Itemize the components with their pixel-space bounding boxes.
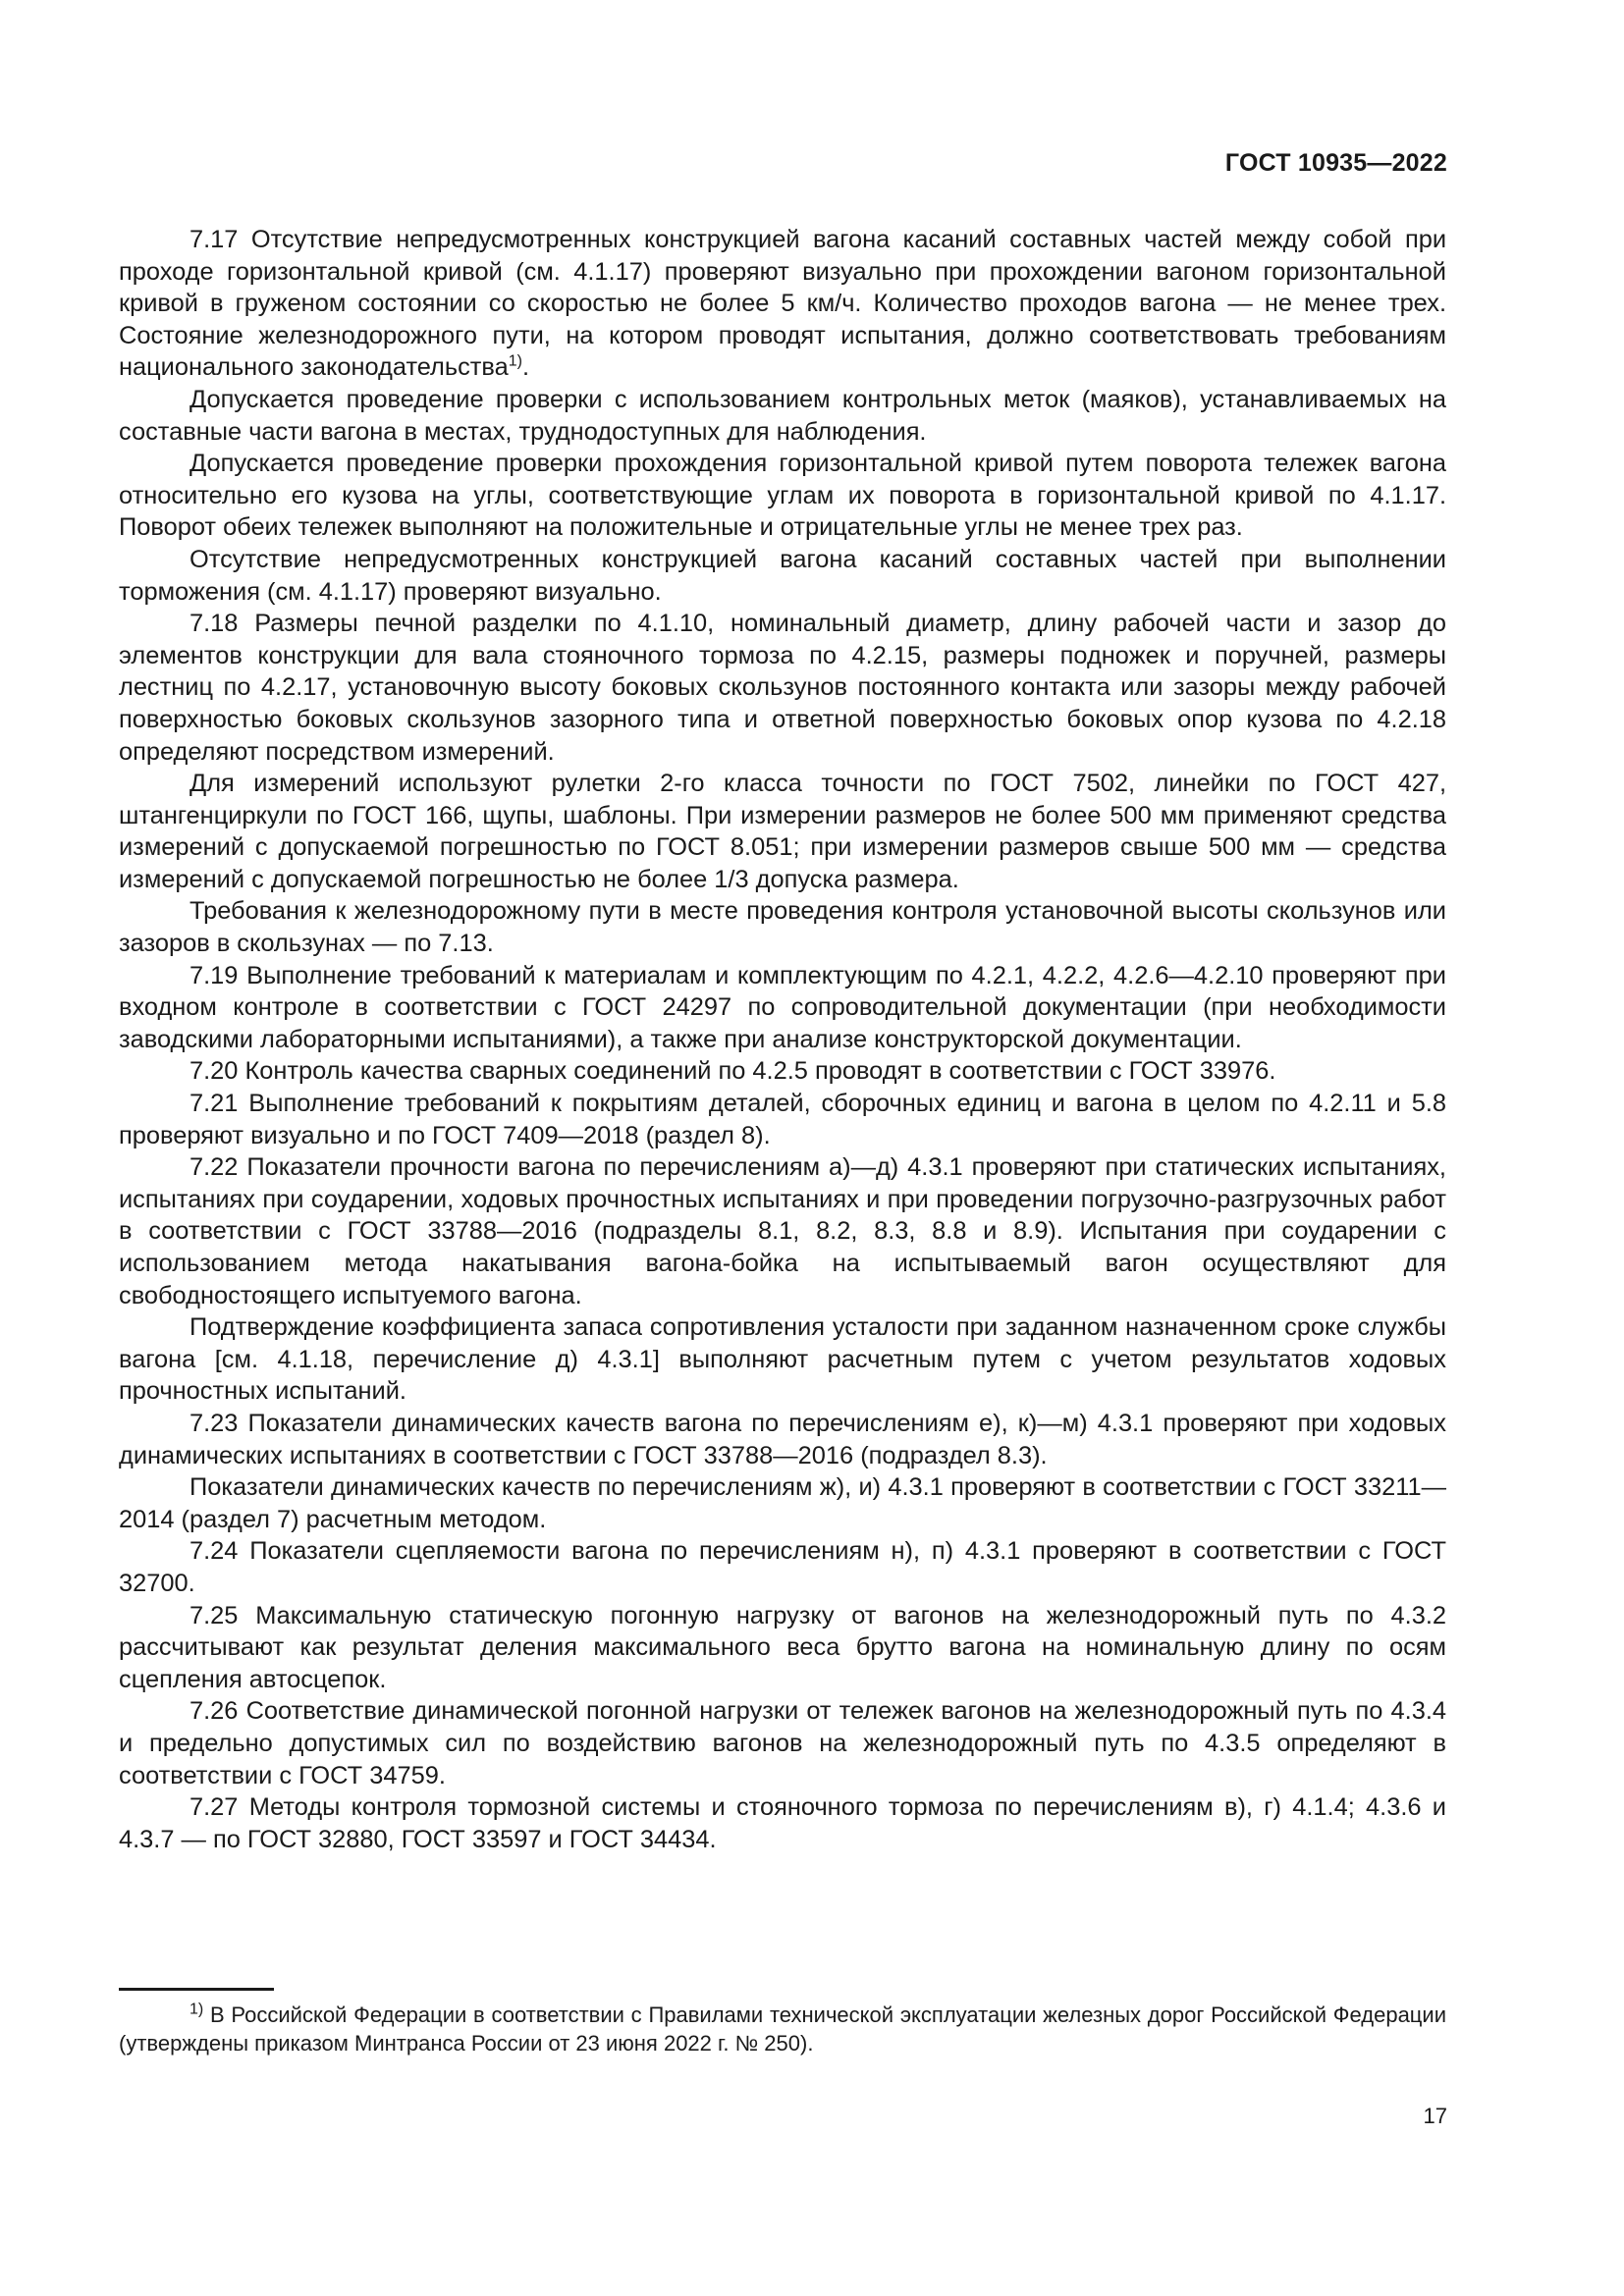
paragraph-7-17-markers: Допускается проведение проверки с использованием контрольных меток (маяков), устанавливаемых на составные части вагона в местах, труднодоступных для наблюдения. [119, 385, 1446, 446]
paragraph-7-21: 7.21 Выполнение требований к покрытиям деталей, сборочных единиц и вагона в целом по 4.2.11 и 5.8 проверяют визуально и по ГОСТ 7409—2018 (раздел 8). [119, 1090, 1446, 1149]
footnote-divider [119, 1988, 274, 1991]
footnote-text: В Российской Федерации в соответствии с Правилами технической эксплуатации железных дорог Российской Федерации (утверждены приказом Минтранса России от 23 июня 2022 г. № 250). [119, 2002, 1446, 2056]
paragraph-7-24: 7.24 Показатели сцепляемости вагона по перечислениям н), п) 4.3.1 проверяют в соответствии с ГОСТ 32700. [119, 1537, 1446, 1597]
paragraph-7-25: 7.25 Максимальную статическую погонную нагрузку от вагонов на железнодорожный путь по 4.3.2 рассчитывают как результат деления максимального веса брутто вагона на номинальную длину по осям сцепления автосцепок. [119, 1601, 1446, 1693]
paragraph-7-18-instruments: Для измерений используют рулетки 2-го класса точности по ГОСТ 7502, линейки по ГОСТ 427, штангенциркули по ГОСТ 166, щупы, шаблоны. При измерении размеров не более 500 мм применяют средства измерений с допускаемой погрешностью по ГОСТ 8.051; при измерении размеров свыше 500 мм — средства измерений с допускаемой погрешностью не более 1/3 допуска размера. [119, 770, 1446, 893]
footnotes [119, 2001, 1446, 2057]
footnote-mark: 1) [189, 2001, 204, 2018]
footnote-reference-punctuation: . [522, 353, 530, 382]
paragraph-7-23-calculation: Показатели динамических качеств по перечислениям ж), и) 4.3.1 проверяют в соответствии с ГОСТ 33211—2014 (раздел 7) расчетным методом. [119, 1473, 1446, 1533]
paragraph-7-22-fatigue: Подтверждение коэффициента запаса сопротивления усталости при заданном назначенном сроке службы вагона [см. 4.1.18, перечисление д) 4.3.1] выполняют расчетным путем с учетом результатов ходовых прочностных испытаний. [119, 1313, 1446, 1406]
paragraph-7-27: 7.27 Методы контроля тормозной системы и стояночного тормоза по перечислениям в), г) 4.1.4; 4.3.6 и 4.3.7 — по ГОСТ 32880, ГОСТ 33597 и ГОСТ 34434. [119, 1793, 1446, 1853]
paragraph-7-20: 7.20 Контроль качества сварных соединений по 4.2.5 проводят в соответствии с ГОСТ 33976. [189, 1057, 1276, 1086]
paragraph-7-17 [119, 224, 1446, 384]
paragraph-7-23: 7.23 Показатели динамических качеств вагона по перечислениям е), к)—м) 4.3.1 проверяют при ходовых динамических испытаниях в соответствии с ГОСТ 33788—2016 (подраздел 8.3). [119, 1409, 1446, 1469]
paragraph-7-22: 7.22 Показатели прочности вагона по перечислениям а)—д) 4.3.1 проверяют при статических испытаниях, испытаниях при соударении, ходовых прочностных испытаниях и при проведении погрузочно-разгрузочных работ в соответствии с ГОСТ 33788—2016 (подразделы 8.1, 8.2, 8.3, 8.8 и 8.9). Испытания при соударении с использованием метода накатывания вагона-бойка на испытываемый вагон осуществляют для свободностоящего испытуемого вагона. [119, 1153, 1446, 1309]
document-body [119, 224, 1446, 1855]
paragraph-7-26: 7.26 Соответствие динамической погонной нагрузки от тележек вагонов на железнодорожный путь по 4.3.4 и предельно допустимых сил по воздействию вагонов на железнодорожный путь по 4.3.5 определяют в соответствии с ГОСТ 34759. [119, 1697, 1446, 1789]
document-header: ГОСТ 10935—2022 [1224, 149, 1447, 177]
footnote-reference: 1) [508, 352, 522, 370]
paragraph-7-19: 7.19 Выполнение требований к материалам и комплектующим по 4.2.1, 4.2.2, 4.2.6—4.2.10 проверяют при входном контроле в соответствии с ГОСТ 24297 по сопроводительной документации (при необходимости заводскими лабораторными испытаниями), а также при анализе конструкторской документации. [119, 961, 1446, 1053]
paragraph-7-18: 7.18 Размеры печной разделки по 4.1.10, номинальный диаметр, длину рабочей части и зазор до элементов конструкции для вала стояночного тормоза по 4.2.15, размеры подножек и поручней, размеры лестниц по 4.2.17, установочную высоту боковых скользунов постоянного контакта или зазоры между рабочей поверхностью боковых скользунов зазорного типа и ответной поверхностью боковых опор кузова по 4.2.18 определяют посредством измерений. [119, 610, 1446, 766]
paragraph-text: 7.17 Отсутствие непредусмотренных конструкцией вагона касаний составных частей между собой при проходе горизонтальной кривой (см. 4.1.17) проверяют визуально при прохождении вагоном горизонтальной кривой в груженом состоянии со скоростью не более 5 км/ч. Количество проходов вагона — не менее трех. Состояние железнодорожного пути, на котором проводят испытания, должно соответствовать требованиям национального законодательства [119, 226, 1446, 382]
paragraph-7-17-braking: Отсутствие непредусмотренных конструкцией вагона касаний составных частей при выполнении торможения (см. 4.1.17) проверяют визуально. [119, 545, 1446, 606]
footnote-1 [119, 2001, 1446, 2057]
paragraph-7-18-track: Требования к железнодорожному пути в месте проведения контроля установочной высоты скользунов или зазоров в скользунах — по 7.13. [119, 897, 1446, 958]
page-number: 17 [1423, 2104, 1447, 2128]
paragraph-7-17-bogie-rotation: Допускается проведение проверки прохождения горизонтальной кривой путем поворота тележек вагона относительно его кузова на углы, соответствующие углам их поворота в горизонтальной кривой по 4.1.17. Поворот обеих тележек выполняют на положительные и отрицательные углы не менее трех раз. [119, 450, 1446, 542]
